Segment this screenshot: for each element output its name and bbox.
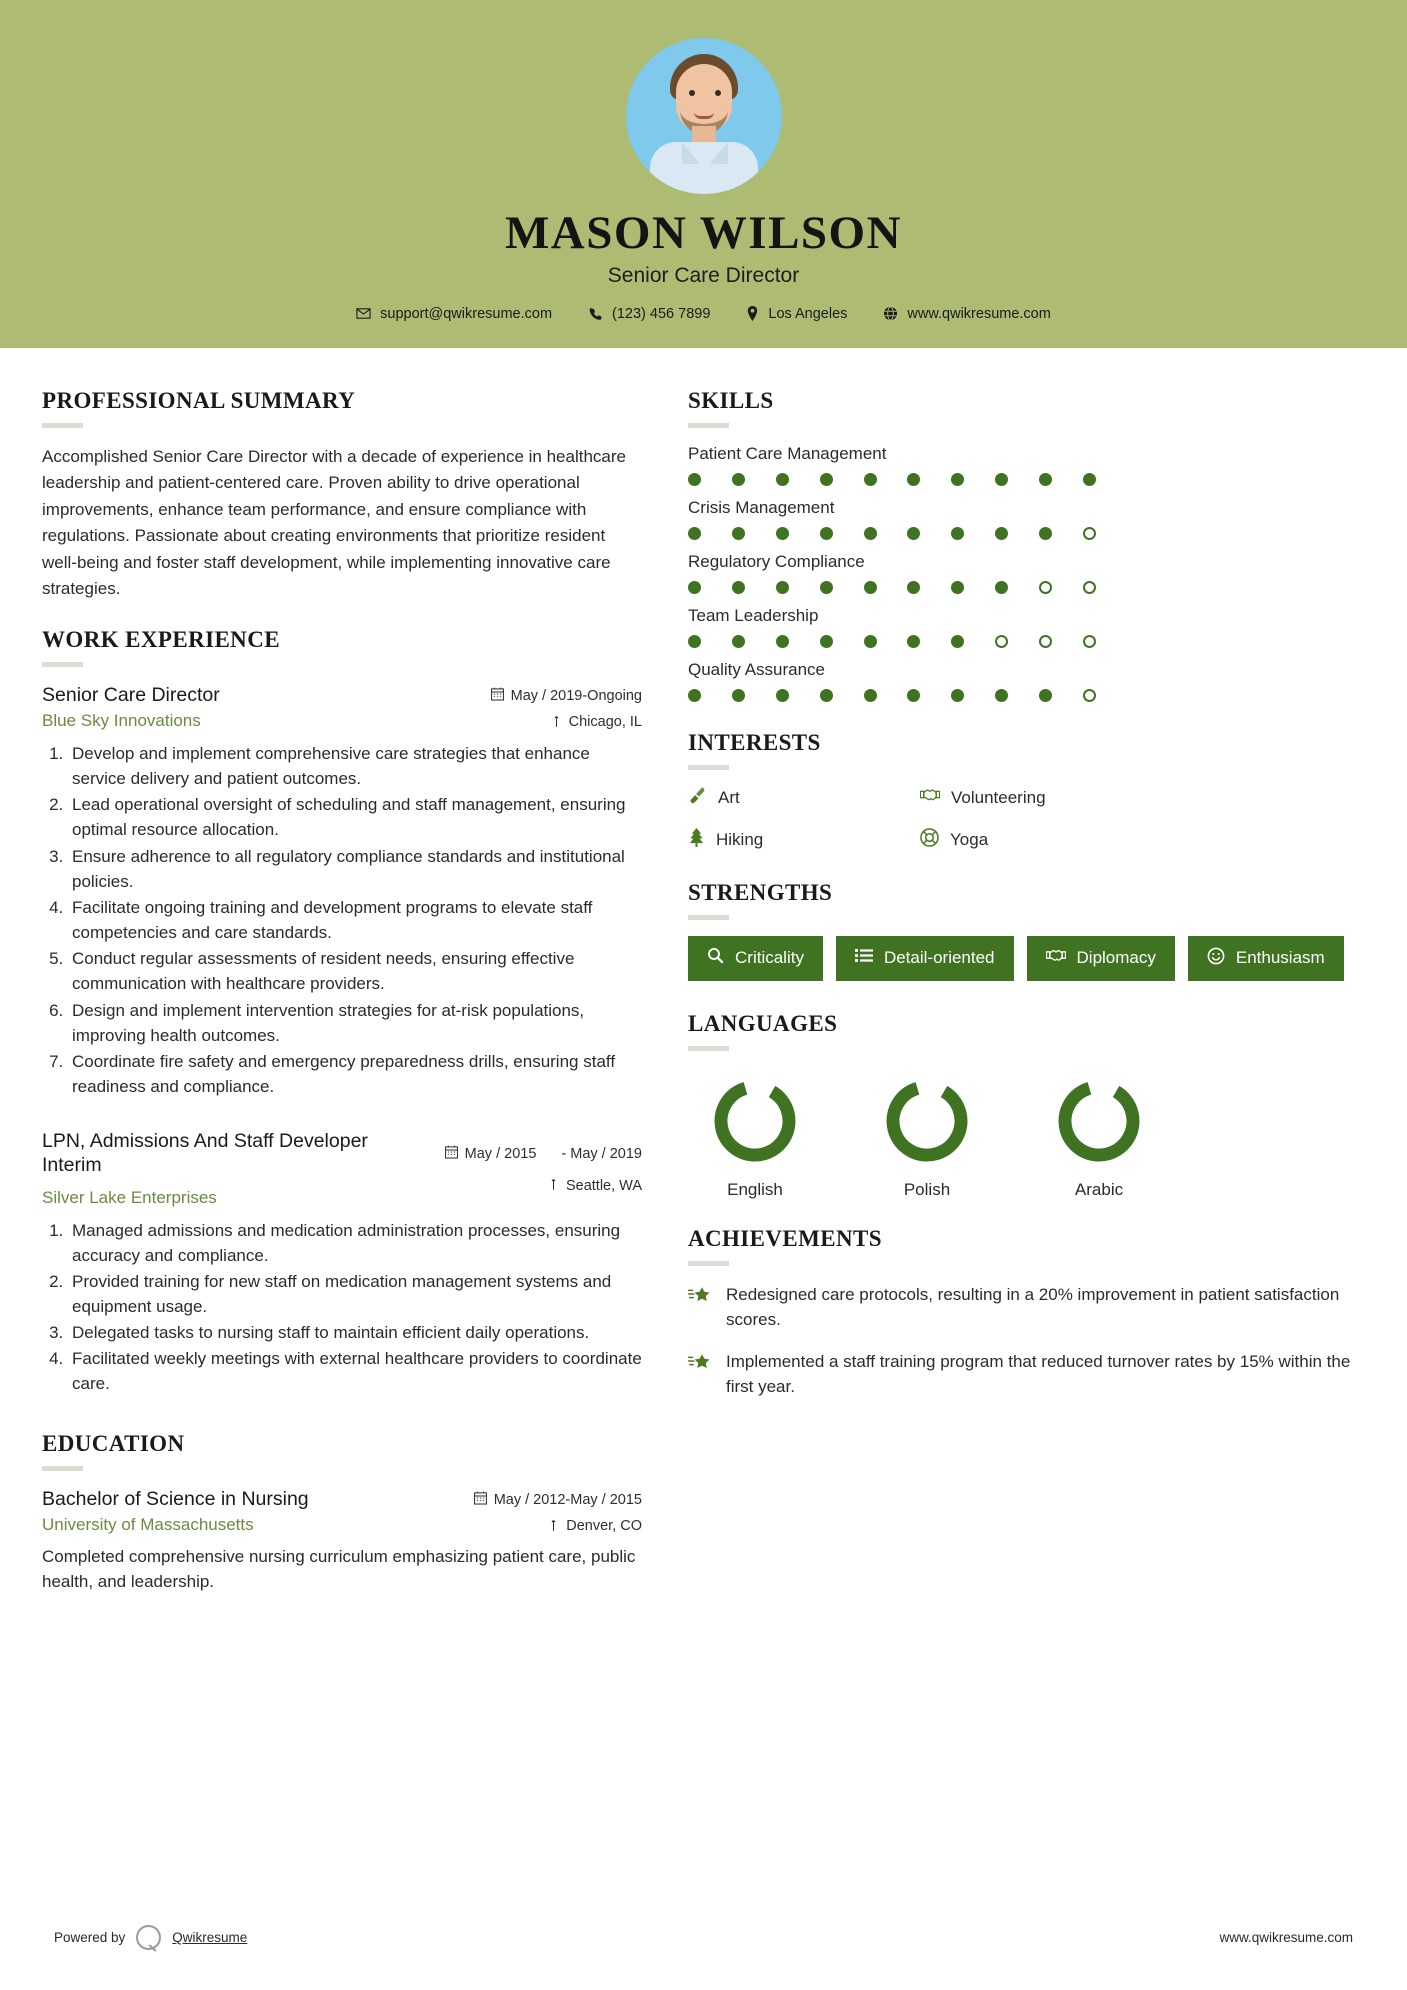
strength-label: Enthusiasm — [1235, 948, 1325, 968]
rating-dot-filled — [951, 581, 964, 594]
rating-dot-filled — [688, 581, 701, 594]
section-achievements — [688, 1226, 1366, 1400]
rating-dot-filled — [864, 635, 877, 648]
education-date — [474, 1491, 642, 1509]
education-entry — [42, 1487, 642, 1595]
rating-dot-empty — [1083, 689, 1096, 702]
job-date — [445, 1145, 642, 1163]
rating-dot-empty — [1083, 527, 1096, 540]
calendar-icon — [474, 1491, 487, 1509]
skill-label: Quality Assurance — [688, 659, 826, 679]
section-title: INTERESTS — [688, 729, 821, 755]
rating-dot-filled — [732, 473, 745, 486]
skill-label: Regulatory Compliance — [688, 551, 865, 571]
section-rule — [688, 1046, 729, 1051]
section-rule — [688, 1261, 729, 1266]
strength-label: Detail-oriented — [883, 948, 995, 968]
rating-dot-filled — [776, 527, 789, 540]
calendar-icon — [491, 687, 504, 705]
rating-dot-filled — [820, 635, 833, 648]
job-location-text: Seattle, WA — [565, 1177, 642, 1194]
job-bullets — [68, 1218, 642, 1397]
contact-phone[interactable] — [588, 306, 710, 322]
achievement-text: Redesigned care protocols, resulting in a 20% improvement in patient satisfaction scores. — [726, 1284, 1340, 1329]
candidate-role: Senior Care Director — [607, 263, 800, 287]
rating-dot-empty — [995, 635, 1008, 648]
interest-item — [688, 786, 920, 810]
work-entry — [42, 683, 642, 1099]
qwikresume-logo-icon — [136, 1925, 161, 1950]
rating-dot-filled — [776, 635, 789, 648]
globe-icon — [883, 306, 898, 321]
pin-icon — [548, 1518, 559, 1535]
pine-tree-icon — [688, 828, 705, 852]
rating-dot-filled — [732, 527, 745, 540]
achievement-item — [688, 1282, 1366, 1332]
bullet-item: 2. Provided training for new staff on medication management systems and equipment usage. — [68, 1269, 642, 1319]
contact-email[interactable] — [356, 306, 552, 322]
company-name: Silver Lake Enterprises — [42, 1187, 217, 1207]
section-interests — [688, 730, 1366, 852]
strength-label: Diplomacy — [1076, 948, 1156, 968]
section-title: PROFESSIONAL SUMMARY — [42, 387, 356, 413]
page-footer — [0, 1925, 1407, 1950]
school-name: University of Massachusetts — [42, 1514, 254, 1534]
skill-rating — [688, 635, 1096, 648]
smiley-icon — [1207, 947, 1225, 970]
section-rule — [42, 1466, 83, 1471]
bullet-item: 3. Delegated tasks to nursing staff to maintain efficient daily operations. — [68, 1320, 642, 1345]
language-progress-ring — [709, 1075, 801, 1167]
powered-by-label: Powered by — [54, 1930, 126, 1945]
list-icon — [855, 948, 873, 968]
bullet-item: 2. Lead operational oversight of scheduling and staff management, ensuring optimal resource allocation. — [68, 792, 642, 842]
rating-dot-filled — [820, 581, 833, 594]
resume-header — [0, 0, 1407, 348]
section-title: EDUCATION — [42, 1430, 185, 1456]
pin-icon — [548, 1177, 559, 1194]
interest-label: Volunteering — [951, 787, 1046, 807]
bullet-item: 6. Design and implement intervention strategies for at-risk populations, improving health outcomes. — [68, 998, 642, 1048]
language-label: Polish — [903, 1179, 951, 1199]
rating-dot-empty — [1039, 635, 1052, 648]
interest-label: Hiking — [716, 829, 764, 849]
rating-dot-filled — [864, 473, 877, 486]
rating-dot-filled — [732, 689, 745, 702]
pin-icon — [551, 714, 562, 731]
shooting-star-icon — [688, 1282, 712, 1332]
rating-dot-filled — [995, 473, 1008, 486]
section-rule — [42, 662, 83, 667]
skills-list — [688, 444, 1366, 702]
rating-dot-filled — [732, 581, 745, 594]
rating-dot-empty — [1083, 635, 1096, 648]
skill-label: Crisis Management — [688, 497, 835, 517]
skill-item — [688, 498, 1366, 540]
rating-dot-filled — [776, 473, 789, 486]
bullet-item: 1. Develop and implement comprehensive care strategies that enhance service delivery and patient outcomes. — [68, 741, 642, 791]
contact-location[interactable] — [746, 306, 847, 322]
handshake-icon — [1046, 947, 1066, 969]
rating-dot-filled — [864, 581, 877, 594]
bullet-item: 1. Managed admissions and medication administration processes, ensuring accuracy and compliance. — [68, 1218, 642, 1268]
rating-dot-filled — [951, 527, 964, 540]
shooting-star-icon — [688, 1349, 712, 1399]
skill-item — [688, 606, 1366, 648]
rating-dot-filled — [820, 473, 833, 486]
lifebuoy-icon — [920, 828, 939, 852]
skill-label: Patient Care Management — [688, 443, 887, 463]
rating-dot-filled — [1083, 473, 1096, 486]
rating-dot-filled — [907, 635, 920, 648]
job-date-text: May / 2019-Ongoing — [510, 687, 642, 704]
section-title: STRENGTHS — [688, 879, 833, 905]
envelope-icon — [356, 306, 371, 321]
rating-dot-filled — [907, 473, 920, 486]
interest-label: Yoga — [950, 829, 989, 849]
rating-dot-filled — [1039, 473, 1052, 486]
contact-website-text: www.qwikresume.com — [907, 305, 1051, 322]
interest-item — [920, 828, 1366, 852]
education-description: Completed comprehensive nursing curriculum emphasizing patient care, public health, and leadership. — [42, 1546, 636, 1592]
language-progress-ring — [1053, 1075, 1145, 1167]
rating-dot-filled — [864, 527, 877, 540]
achievement-item — [688, 1349, 1366, 1399]
handshake-icon — [920, 786, 940, 809]
job-date-end: - May / 2019 — [561, 1145, 642, 1162]
interest-item — [688, 828, 920, 852]
rating-dot-filled — [776, 581, 789, 594]
degree-title: Bachelor of Science in Nursing — [42, 1487, 309, 1510]
language-label: English — [727, 1179, 783, 1199]
section-rule — [688, 765, 729, 770]
calendar-icon — [445, 1145, 458, 1163]
strength-criticality[interactable] — [688, 936, 823, 981]
skill-rating — [688, 473, 1096, 486]
rating-dot-filled — [1039, 527, 1052, 540]
rating-dot-empty — [1083, 581, 1096, 594]
section-title: SKILLS — [688, 387, 774, 413]
languages-list — [688, 1067, 1366, 1200]
strength-detail-oriented[interactable] — [836, 936, 1014, 981]
skill-item — [688, 444, 1366, 486]
contact-location-text: Los Angeles — [768, 305, 848, 322]
rating-dot-filled — [864, 689, 877, 702]
rating-dot-filled — [951, 473, 964, 486]
job-location — [491, 714, 642, 731]
language-item — [860, 1075, 994, 1200]
rating-dot-filled — [688, 635, 701, 648]
rating-dot-filled — [1039, 689, 1052, 702]
rating-dot-filled — [951, 689, 964, 702]
skill-label: Team Leadership — [688, 605, 819, 625]
bullet-item: 7. Coordinate fire safety and emergency preparedness drills, ensuring staff readiness and compliance. — [68, 1049, 642, 1099]
strength-enthusiasm[interactable] — [1188, 936, 1344, 981]
company-name: Blue Sky Innovations — [42, 711, 201, 731]
job-location — [445, 1177, 642, 1194]
rating-dot-empty — [1039, 581, 1052, 594]
section-work-experience — [42, 627, 642, 1397]
strength-diplomacy[interactable] — [1027, 936, 1175, 981]
section-title: LANGUAGES — [688, 1010, 838, 1036]
magnifier-icon — [707, 947, 724, 969]
section-languages — [688, 1011, 1366, 1200]
left-column — [42, 388, 642, 1619]
contact-row — [0, 306, 1407, 322]
language-item — [1032, 1075, 1166, 1200]
qwikresume-link[interactable]: Qwikresume — [172, 1930, 248, 1945]
rating-dot-filled — [732, 635, 745, 648]
job-title: LPN, Admissions And Staff Developer Interim — [42, 1130, 368, 1177]
language-item — [688, 1075, 822, 1200]
job-date-start: May / 2015 — [464, 1145, 537, 1162]
education-location — [474, 1518, 642, 1535]
rating-dot-filled — [995, 581, 1008, 594]
paintbrush-icon — [688, 786, 707, 810]
strengths-list — [688, 936, 1366, 981]
section-rule — [688, 915, 729, 920]
contact-email-text: support@qwikresume.com — [380, 305, 553, 322]
rating-dot-filled — [820, 689, 833, 702]
achievement-text: Implemented a staff training program that reduced turnover rates by 15% within the first year. — [726, 1352, 1351, 1397]
job-bullets — [68, 741, 642, 1099]
skill-rating — [688, 527, 1096, 540]
job-title: Senior Care Director — [42, 683, 220, 706]
right-column — [688, 388, 1366, 1424]
rating-dot-filled — [688, 473, 701, 486]
candidate-name: MASON WILSON — [504, 207, 903, 259]
section-title: WORK EXPERIENCE — [42, 626, 280, 652]
rating-dot-filled — [688, 527, 701, 540]
bullet-item: 4. Facilitate ongoing training and development programs to elevate staff competencies and care standards. — [68, 895, 642, 945]
job-date — [491, 687, 642, 705]
section-title: ACHIEVEMENTS — [688, 1225, 882, 1251]
rating-dot-filled — [688, 689, 701, 702]
rating-dot-filled — [995, 689, 1008, 702]
bullet-item: 5. Conduct regular assessments of resident needs, ensuring effective communication with healthcare providers. — [68, 946, 642, 996]
phone-icon — [588, 306, 603, 321]
section-rule — [688, 423, 729, 428]
section-rule — [42, 423, 83, 428]
language-label: Arabic — [1074, 1179, 1124, 1199]
rating-dot-filled — [951, 635, 964, 648]
section-strengths — [688, 880, 1366, 981]
skill-item — [688, 552, 1366, 594]
section-skills — [688, 388, 1366, 702]
strength-label: Criticality — [735, 948, 804, 968]
footer-website: www.qwikresume.com — [1219, 1930, 1353, 1945]
education-date-text: May / 2012-May / 2015 — [493, 1491, 642, 1508]
location-pin-icon — [746, 306, 759, 321]
resume-body — [0, 348, 1407, 1619]
interests-grid — [688, 786, 1366, 852]
job-location-text: Chicago, IL — [568, 714, 642, 731]
skill-item — [688, 660, 1366, 702]
rating-dot-filled — [907, 527, 920, 540]
language-progress-ring — [881, 1075, 973, 1167]
rating-dot-filled — [995, 527, 1008, 540]
skill-rating — [688, 689, 1096, 702]
avatar — [626, 38, 782, 194]
rating-dot-filled — [820, 527, 833, 540]
bullet-item: 3. Ensure adherence to all regulatory compliance standards and institutional policies. — [68, 844, 642, 894]
summary-text: Accomplished Senior Care Director with a decade of experience in healthcare leadership and patient-centered care. Proven ability to drive operational improvements, enhance team performance, and ensure compliance with regulations. Passionate about creating environments that prioritize resident well-being and foster staff development, while implementing innovative care strategies. — [42, 446, 626, 599]
work-entry — [42, 1129, 642, 1396]
section-professional-summary — [42, 388, 642, 603]
rating-dot-filled — [907, 689, 920, 702]
education-location-text: Denver, CO — [566, 1518, 642, 1535]
contact-website[interactable] — [883, 306, 1050, 322]
rating-dot-filled — [776, 689, 789, 702]
rating-dot-filled — [907, 581, 920, 594]
interest-item — [920, 786, 1366, 810]
section-education — [42, 1431, 642, 1595]
bullet-item: 4. Facilitated weekly meetings with external healthcare providers to coordinate care. — [68, 1346, 642, 1396]
skill-rating — [688, 581, 1096, 594]
interest-label: Art — [718, 787, 740, 807]
contact-phone-text: (123) 456 7899 — [612, 305, 711, 322]
